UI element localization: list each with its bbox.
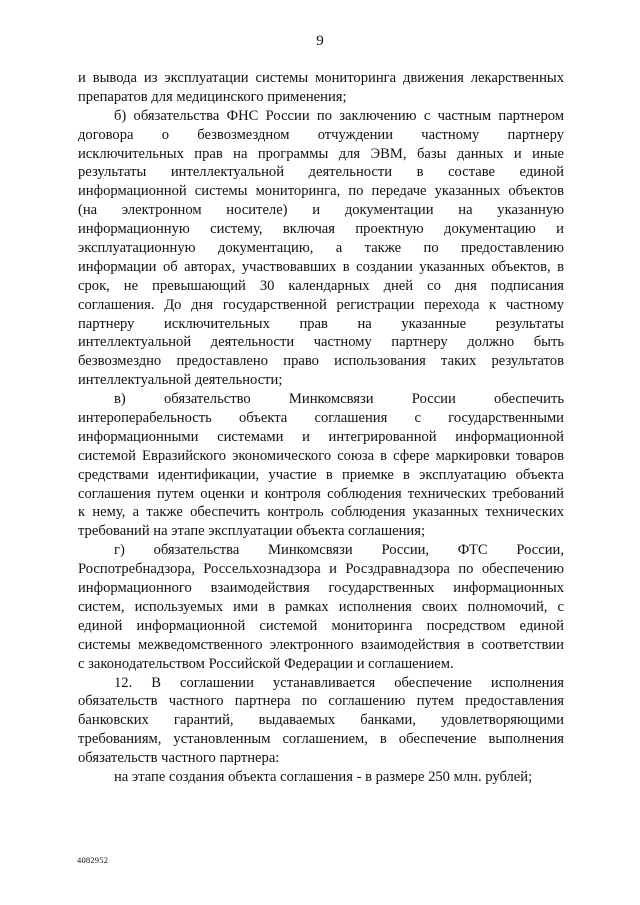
text-line: соглашения путем оценки и контроля соблюдения технических требований (78, 485, 564, 502)
text-line: требованиям, установленным соглашением, в обеспечение выполнения (78, 731, 564, 748)
text-line: интеллектуальной деятельности; (78, 372, 283, 389)
text-line: информационную систему, включая проектную документацию и (78, 221, 564, 238)
text-line: эксплуатационную документацию, а также по предоставлению (78, 240, 564, 257)
body-text (78, 69, 564, 787)
text-line: средствами идентификации, участие в приемке в эксплуатацию объекта (78, 466, 564, 483)
text-line: г) обязательства Минкомсвязи России, ФТС России, (114, 542, 564, 559)
text-line: исключительных прав на программы для ЭВМ, базы данных и иные (78, 145, 564, 162)
text-line: срок, не превышающий 30 календарных дней со дня подписания (78, 277, 564, 294)
text-line: интеллектуальной деятельности частному партнеру должно быть (78, 334, 564, 351)
text-line: информационными системами и интегрированной информационной (78, 428, 564, 445)
text-line: (на электронном носителе) и документации на указанную (78, 202, 564, 219)
text-line: системы межведомственного электронного взаимодействия в соответствии (78, 636, 564, 653)
text-line: б) обязательства ФНС России по заключению с частным партнером (114, 107, 564, 124)
text-line: препаратов для медицинского применения; (78, 88, 347, 105)
text-line: договора о безвозмездном отчуждении частному партнеру (78, 126, 564, 143)
text-line: в) обязательство Минкомсвязи России обеспечить (114, 391, 564, 408)
page-number: 9 (316, 33, 324, 49)
text-line: требований на этапе эксплуатации объекта соглашения; (78, 523, 425, 540)
text-line: партнеру исключительных прав на указанные результаты (78, 315, 564, 332)
text-line: на этапе создания объекта соглашения - в размере 250 млн. рублей; (114, 768, 533, 785)
text-line: к нему, а также обеспечить контроль соблюдения указанных технических (78, 504, 564, 521)
text-line: информации об авторах, участвовавших в создании указанных объектов, в (78, 258, 564, 275)
text-line: систем, используемых ими в рамках исполнения своих полномочий, с (78, 598, 564, 615)
text-line: банковских гарантий, выдаваемых банками, удовлетворяющими (78, 712, 564, 729)
text-line: системой Евразийского экономического союза в сфере маркировки товаров (78, 447, 564, 464)
document-code: 4082952 (77, 855, 109, 865)
text-line: безвозмездно предоставлено право использования таких результатов (78, 353, 564, 370)
text-line: обязательств частного партнера: (78, 750, 280, 767)
text-line: единой информационной системой мониторинга посредством единой (78, 617, 564, 634)
text-line: и вывода из эксплуатации системы мониторинга движения лекарственных (78, 70, 564, 86)
text-line: с законодательством Российской Федерации и соглашением. (78, 655, 454, 672)
text-line: интероперабельность объекта соглашения с государственными (78, 410, 564, 427)
text-line: информационного взаимодействия государственных информационных (78, 580, 564, 597)
text-line: результаты интеллектуальной деятельности в составе единой (78, 164, 564, 181)
text-line: 12. В соглашении устанавливается обеспечение исполнения (114, 674, 564, 691)
text-line: Роспотребнадзора, Россельхознадзора и Росздравнадзора по обеспечению (78, 561, 564, 578)
text-line: обязательств частного партнера по соглашению путем предоставления (78, 693, 564, 710)
text-line: информационной системы мониторинга, по передаче указанных объектов (78, 183, 564, 200)
text-line: соглашения. До дня государственной регистрации перехода к частному (78, 296, 564, 313)
